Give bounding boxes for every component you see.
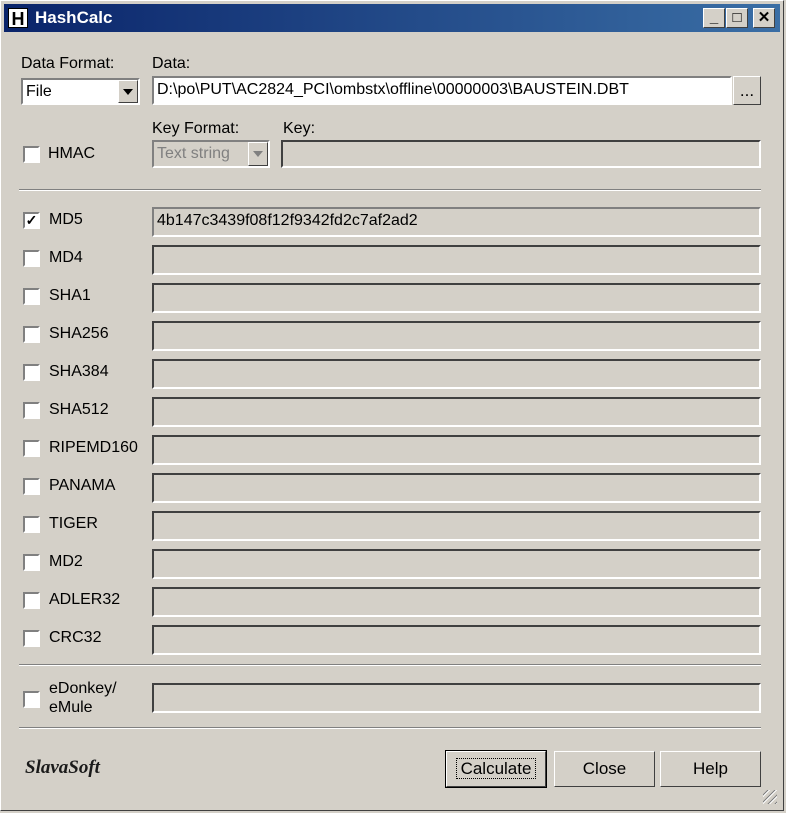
data-label: Data: <box>152 55 191 72</box>
calculate-button[interactable] <box>446 751 546 787</box>
data-input[interactable]: D:\po\PUT\AC2824_PCI\ombstx\offline\00000003\BAUSTEIN.DBT <box>152 76 732 105</box>
separator <box>19 189 761 191</box>
hash-checkbox[interactable] <box>23 250 40 267</box>
key-label: Key: <box>283 120 316 137</box>
edonkey-output[interactable] <box>152 683 761 713</box>
hash-checkbox[interactable] <box>23 288 40 305</box>
hash-label: MD4 <box>49 249 83 266</box>
slavasoft-logo: SlavaSoft <box>25 757 100 778</box>
hash-checkbox[interactable] <box>23 478 40 495</box>
hash-output[interactable] <box>152 511 761 541</box>
hash-label: TIGER <box>49 515 98 532</box>
hash-label: SHA384 <box>49 363 109 380</box>
close-window-button[interactable]: ✕ <box>753 8 775 28</box>
key-format-label: Key Format: <box>152 120 240 137</box>
hash-label: SHA256 <box>49 325 109 342</box>
key-format-value: Text string <box>157 145 230 162</box>
maximize-button[interactable]: □ <box>726 8 748 28</box>
data-format-label: Data Format: <box>21 55 115 72</box>
hash-checkbox[interactable] <box>23 326 40 343</box>
hash-label: PANAMA <box>49 477 116 494</box>
hash-output[interactable] <box>152 397 761 427</box>
close-button[interactable]: Close <box>554 751 655 787</box>
hash-output[interactable] <box>152 435 761 465</box>
hash-checkbox[interactable] <box>23 592 40 609</box>
edonkey-label <box>49 679 117 717</box>
hash-output[interactable] <box>152 587 761 617</box>
edonkey-label-line1: eDonkey/ <box>49 680 117 697</box>
data-format-value: File <box>26 83 52 100</box>
hash-output[interactable] <box>152 625 761 655</box>
hash-label: CRC32 <box>49 629 102 646</box>
chevron-down-icon[interactable] <box>118 80 138 103</box>
help-button[interactable]: Help <box>660 751 761 787</box>
hash-checkbox[interactable] <box>23 630 40 647</box>
hash-checkbox[interactable] <box>23 440 40 457</box>
hash-checkbox[interactable] <box>23 402 40 419</box>
browse-button[interactable]: ... <box>733 76 761 105</box>
hash-label: MD5 <box>49 211 83 228</box>
hash-label: MD2 <box>49 553 83 570</box>
hash-label: SHA512 <box>49 401 109 418</box>
hmac-checkbox[interactable] <box>23 146 40 163</box>
title-bar[interactable] <box>4 4 780 32</box>
hash-label: RIPEMD160 <box>49 439 138 456</box>
hash-output[interactable] <box>152 359 761 389</box>
hash-output[interactable] <box>152 321 761 351</box>
hash-output[interactable] <box>152 245 761 275</box>
chevron-down-icon[interactable] <box>248 142 268 166</box>
separator <box>19 664 761 666</box>
hmac-label: HMAC <box>48 145 96 162</box>
key-input[interactable] <box>281 140 761 168</box>
hash-checkbox[interactable] <box>23 554 40 571</box>
hash-output[interactable] <box>152 473 761 503</box>
hash-label: SHA1 <box>49 287 91 304</box>
hash-output[interactable]: 4b147c3439f08f12f9342fd2c7af2ad2 <box>152 207 761 237</box>
data-format-select[interactable] <box>21 78 140 105</box>
app-icon: H <box>8 8 28 28</box>
separator <box>19 727 761 729</box>
resize-grip[interactable] <box>763 790 777 804</box>
edonkey-checkbox[interactable] <box>23 691 40 708</box>
window-title: HashCalc <box>35 8 113 27</box>
minimize-button[interactable]: _ <box>703 8 725 28</box>
hash-label: ADLER32 <box>49 591 121 608</box>
hash-output[interactable] <box>152 283 761 313</box>
key-format-select[interactable] <box>152 140 270 168</box>
edonkey-label-line2: eMule <box>49 699 93 716</box>
hash-checkbox[interactable] <box>23 364 40 381</box>
hash-checkbox[interactable] <box>23 516 40 533</box>
calculate-button-label: Calculate <box>456 758 537 779</box>
hash-output[interactable] <box>152 549 761 579</box>
hash-checkbox[interactable]: ✓ <box>23 212 40 229</box>
